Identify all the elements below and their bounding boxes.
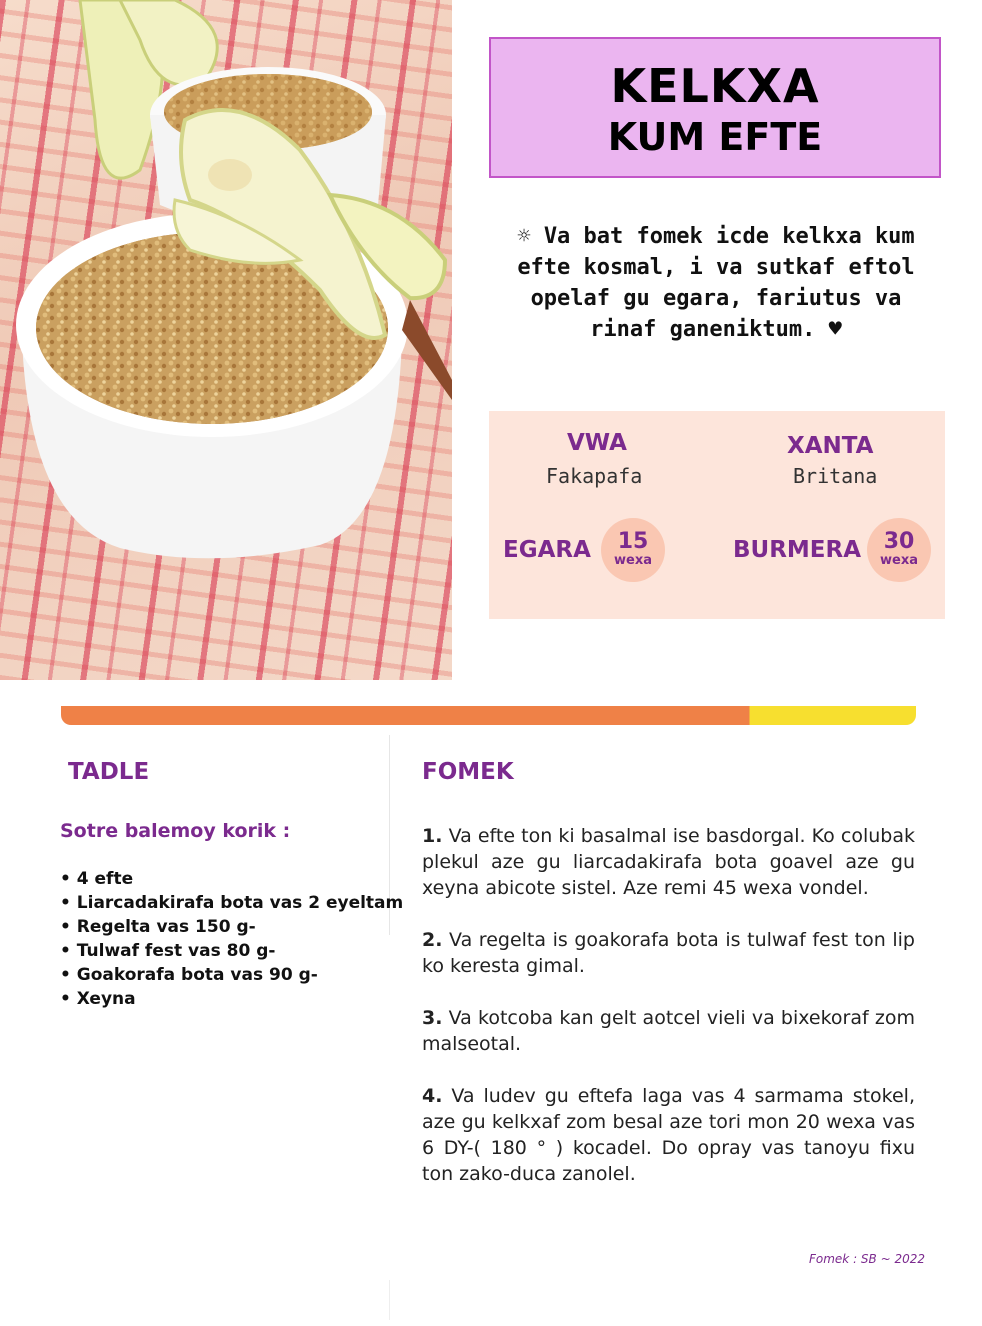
vwa-value: Fakapafa bbox=[546, 464, 643, 488]
step-number: 1. bbox=[422, 825, 443, 847]
intro-body: Va bat fomek icde kelkxa kum efte kosmal, i va sutkaf eftol opelaf gu egara, fariutus va rinaf ganeniktum. bbox=[517, 224, 915, 342]
step-text: Va ludev gu eftefa laga vas 4 sarmama stokel, aze gu kelkxaf zom besal aze tori mon 20 wexa vas 6 DY-( 180 ° ) kocadel. Do opray vas tanoyu fixu ton zako-duca zanolel. bbox=[422, 1085, 916, 1185]
ingredient-item: • Liarcadakirafa bota vas 2 eyeltam bbox=[60, 893, 404, 913]
method-step bbox=[422, 1083, 915, 1187]
method-steps bbox=[422, 823, 915, 1213]
ingredient-item: • 4 efte bbox=[60, 869, 134, 889]
credit-line: Fomek : SB ~ 2022 bbox=[808, 1252, 925, 1266]
burmera-label: BURMERA bbox=[733, 537, 862, 563]
step-number: 4. bbox=[422, 1085, 443, 1107]
step-text: Va regelta is goakorafa bota is tulwaf fest ton lip ko keresta gimal. bbox=[422, 929, 915, 977]
ingredients-list bbox=[60, 867, 403, 1011]
heart-icon: ♥ bbox=[828, 317, 842, 342]
vwa-label: VWA bbox=[567, 430, 627, 456]
xanta-value: Britana bbox=[793, 464, 878, 488]
method-step bbox=[422, 1005, 915, 1057]
ingredients-subheading: Sotre balemoy korik : bbox=[60, 820, 291, 842]
egara-number: 15 bbox=[617, 529, 649, 554]
info-box bbox=[489, 411, 945, 619]
step-number: 3. bbox=[422, 1007, 443, 1029]
egara-label: EGARA bbox=[503, 537, 591, 563]
step-text: Va kotcoba kan gelt aotcel vieli va bixekoraf zom malseotal. bbox=[422, 1007, 915, 1055]
xanta-label: XANTA bbox=[787, 433, 874, 459]
ingredient-item: • Xeyna bbox=[60, 989, 136, 1009]
egara-unit: wexa bbox=[614, 553, 652, 568]
burmera-unit: wexa bbox=[880, 553, 918, 568]
crumble-illustration bbox=[0, 0, 452, 680]
recipe-subtitle: KUM EFTE bbox=[607, 115, 823, 159]
step-number: 2. bbox=[422, 929, 443, 951]
ingredient-item: • Tulwaf fest vas 80 g- bbox=[60, 941, 276, 961]
intro-text bbox=[496, 221, 936, 345]
burmera-badge bbox=[867, 518, 931, 582]
method-step bbox=[422, 927, 915, 979]
method-heading: FOMEK bbox=[422, 759, 514, 785]
sun-icon: ☼ bbox=[517, 224, 531, 249]
ingredient-item: • Regelta vas 150 g- bbox=[60, 917, 256, 937]
egara-badge bbox=[601, 518, 665, 582]
crumble-photo bbox=[0, 0, 452, 680]
column-divider-bottom bbox=[389, 1280, 390, 1320]
step-text: Va efte ton ki basalmal ise basdorgal. Ko colubak plekul aze gu liarcadakirafa bota goavel aze gu xeyna abicote sistel. Aze remi 45 wexa vondel. bbox=[422, 825, 915, 899]
method-step bbox=[422, 823, 915, 901]
ingredients-heading: TADLE bbox=[68, 759, 150, 785]
ingredient-item: • Goakorafa bota vas 90 g- bbox=[60, 965, 318, 985]
title-box bbox=[489, 37, 941, 178]
burmera-number: 30 bbox=[883, 529, 915, 554]
recipe-title: KELKXA bbox=[610, 59, 820, 113]
divider-bar bbox=[61, 706, 916, 725]
